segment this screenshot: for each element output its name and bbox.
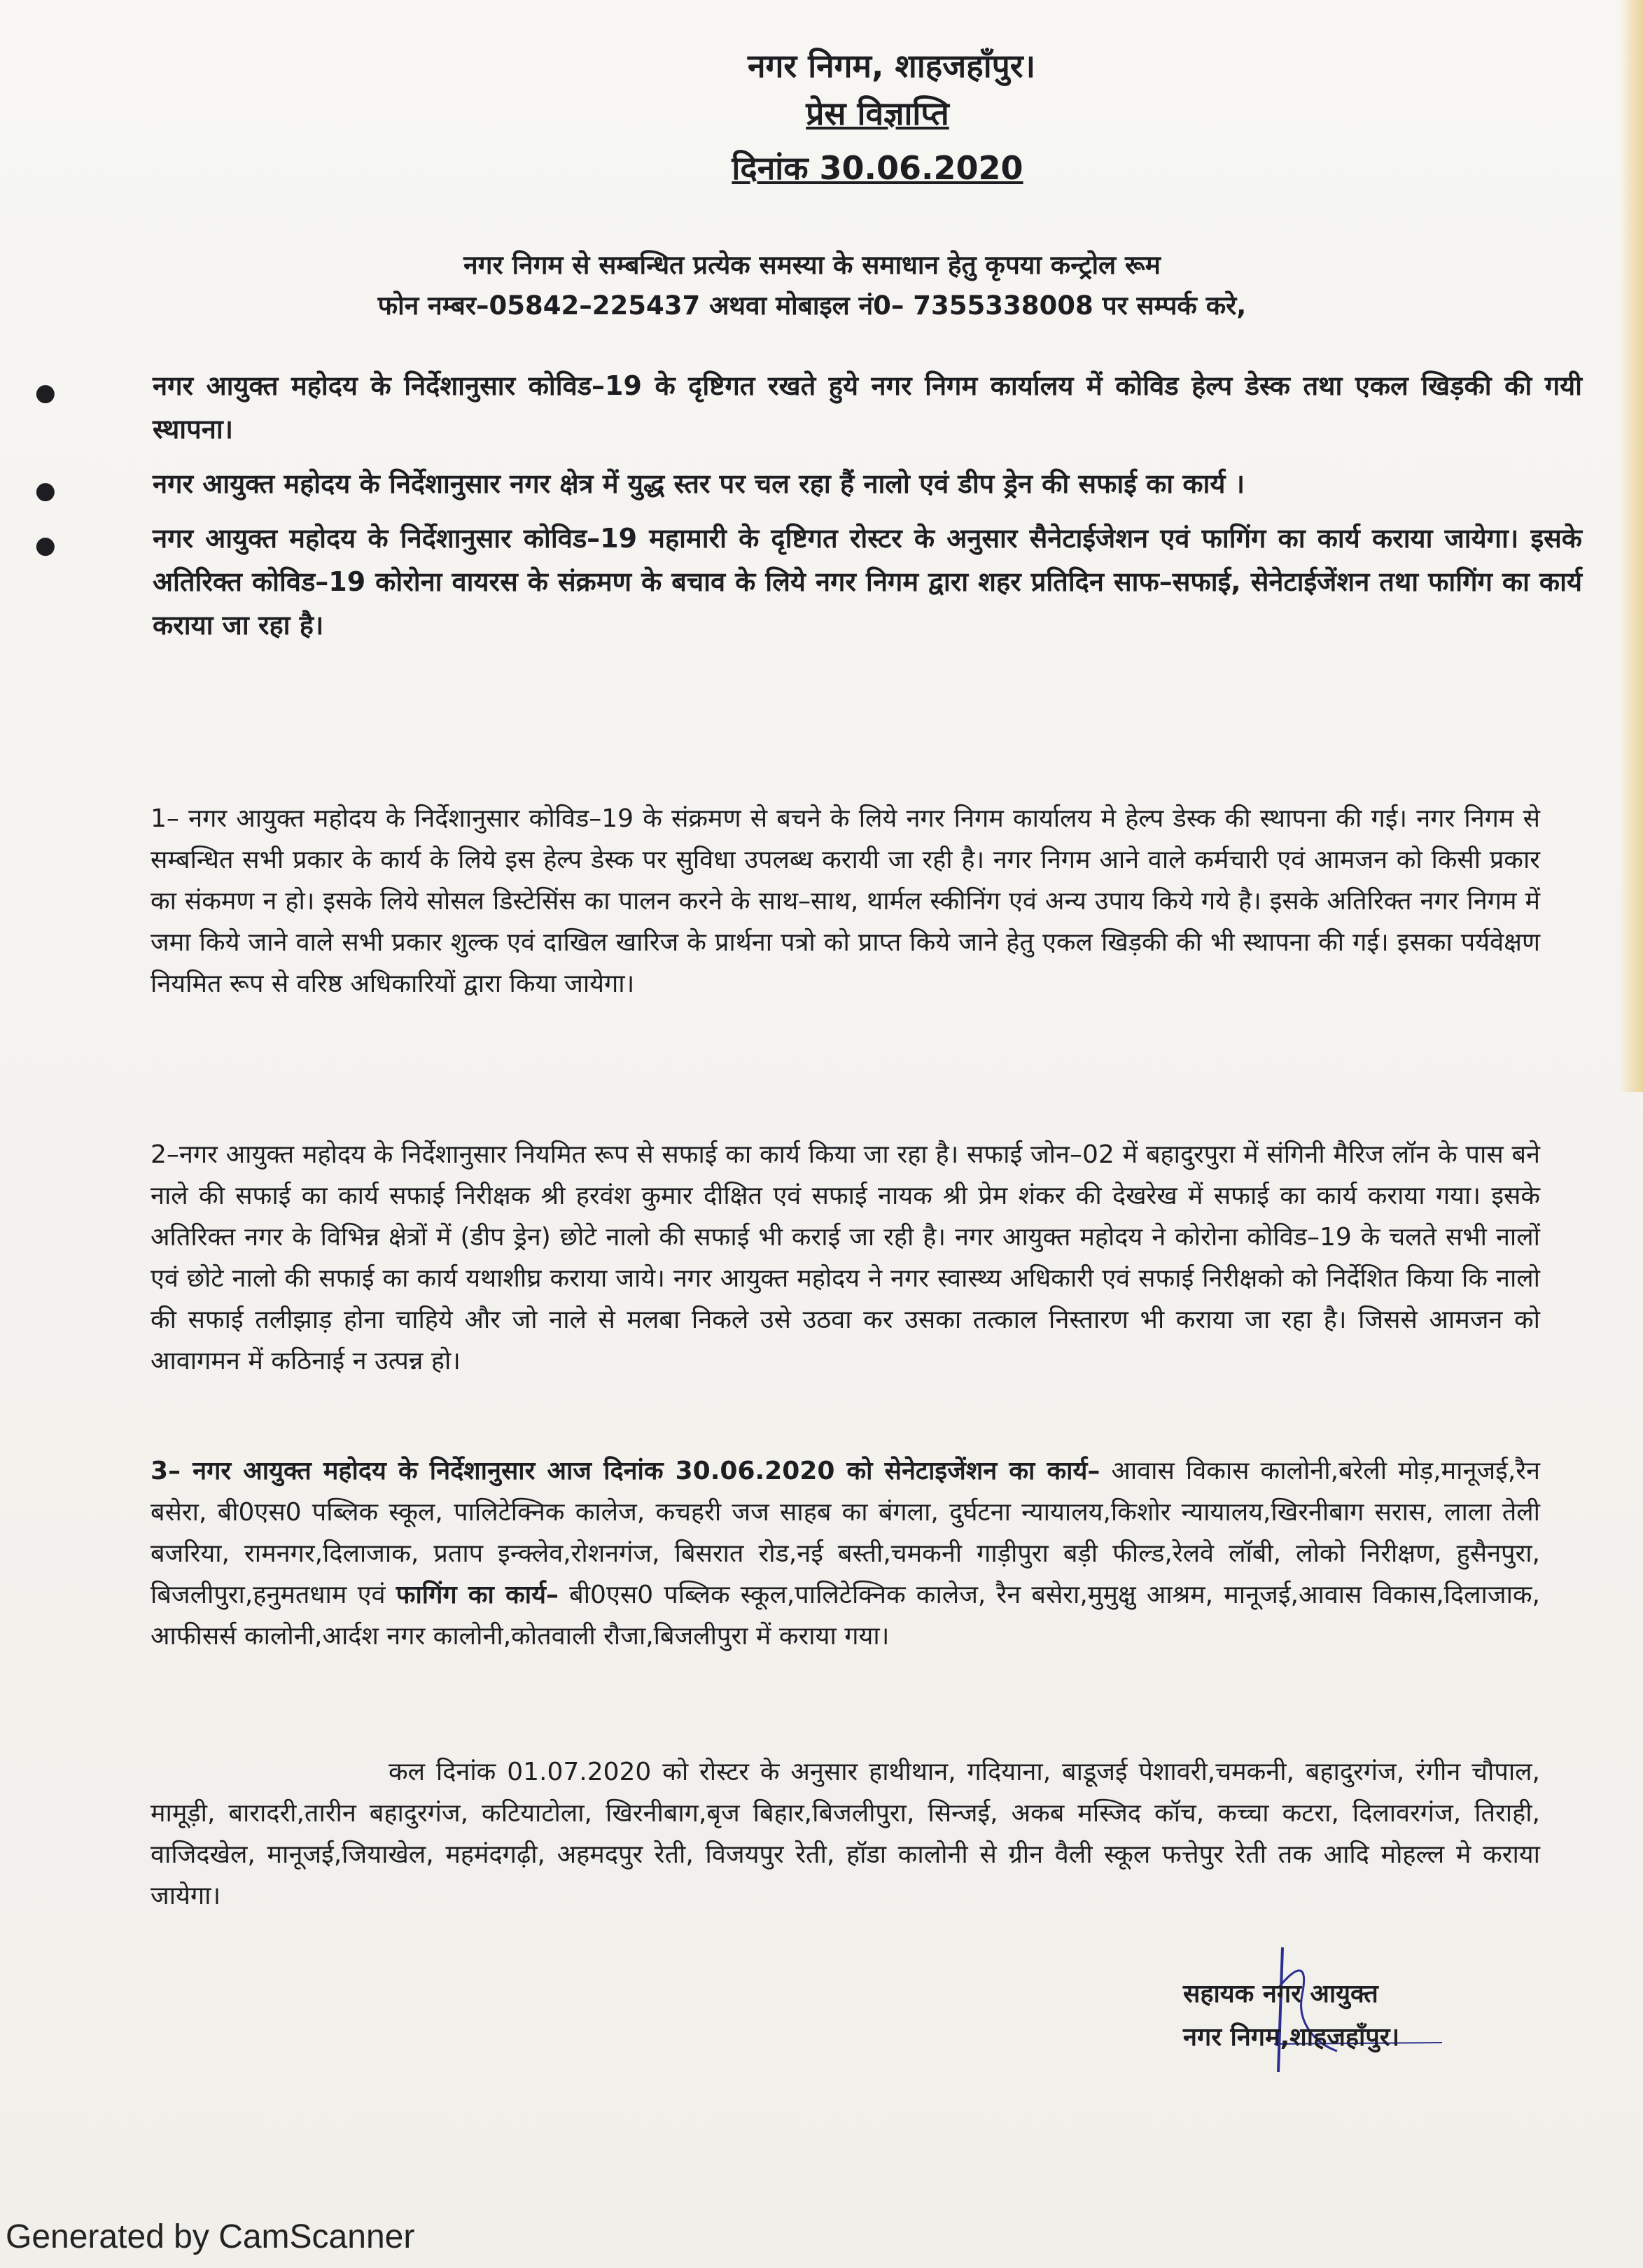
signatory-office: नगर निगम,शाहजहाँपुर। (1183, 2023, 1400, 2052)
roster-text: कल दिनांक 01.07.2020 को रोस्टर के अनुसार हाथीथान, गदियाना, बाडूजई पेशावरी,चमकनी, बहादुरगंज, रंगीन चौपाल, मामूड़ी, बारादरी,तारीन बहादुरगंज, कटियाटोला, खिरनीबाग,बृज बिहार,बिजलीपुरा, सिन्जई, अकब मस्जिद कॉच, कच्चा कटरा, दिलावरगंज, तिराही, वाजिदखेल, मानूजई,जियाखेल, महमंदगढ़ी, अहमदपुर रेती, विजयपुर रेती, हॉडा कालोनी से ग्रीन वैली स्कूल फत्तेपुर रेती तक आदि मोहल्ल मे कराया जायेगा। (151, 1758, 1540, 1910)
paragraph-drain-cleaning: 2–नगर आयुक्त महोदय के निर्देशानुसार नियमित रूप से सफाई का कार्य किया जा रहा है। सफाई जोन–02 में बहादुरपुरा में संगिनी मैरिज लॉन के पास बने नाले की सफाई का कार्य सफाई निरीक्षक श्री हरवंश कुमार दीक्षित एवं सफाई नायक श्री प्रेम शंकर की देखरेख में सफाई का कार्य कराया गया। इसके अतिरिक्त नगर के विभिन्न क्षेत्रों में (डीप ड्रेन) छोटे नालो की सफाई भी कराई जा रही है। नगर आयुक्त महोदय ने कोरोना कोविड–19 के चलते सभी नालों एवं छोटे नालो की सफाई का कार्य यथाशीघ्र कराया जाये। नगर आयुक्त महोदय ने नगर स्वास्थ्य अधिकारी एवं सफाई निरीक्षको को निर्देशित किया कि नालो की सफाई तलीझाड़ होना चाहिये और जो नाले से मलबा निकले उसे उठवा कर उसका तत्काल निस्तारण भी कराया जा रहा है। जिससे आमजन को आवागमन में कठिनाई न उत्पन्न हो। (151, 1140, 1540, 1376)
bullet-icon: ● (35, 531, 56, 559)
bullet-icon: ● (35, 477, 56, 505)
release-date: दिनांक 30.06.2020 (732, 149, 1023, 187)
office-name: नगर निगम, शाहजहाँपुर। (747, 47, 1036, 85)
paragraph-sanitization (151, 1450, 1540, 1657)
fogging-areas: बी0एस0 पब्लिक स्कूल,पालिटेक्निक कालेज, रैन बसेरा,मुमुक्षु आश्रम, मानूजई,आवास विकास,दिलाजाक, आफीसर्स कालोनी,आर्दश नगर कालोनी,कोतवाली रौजा,बिजलीपुरा में कराया गया। (151, 1581, 1540, 1651)
bullet-text: नगर आयुक्त महोदय के निर्देशानुसार कोविड–19 महामारी के दृष्टिगत रोस्टर के अनुसार सैनेटाईजेशन एवं फागिंग का कार्य कराया जायेगा। इसके अतिरिक्त कोविड–19 कोरोना वायरस के संक्रमण के बचाव के लिये नगर निगम द्वारा शहर प्रतिदिन साफ–सफाई, सेनेटाईजेंशन तथा फागिंग का कार्य कराया जा रहा है। (153, 523, 1582, 640)
list-item (28, 517, 1582, 647)
signature-block (1183, 1973, 1399, 2059)
sanitization-lead: 3– नगर आयुक्त महोदय के निर्देशानुसार आज दिनांक 30.06.2020 को सेनेटाइजेंशन का कार्य– (151, 1457, 1100, 1485)
signatory-title: सहायक नगर आयुक्त (1183, 1980, 1378, 2008)
bullet-icon: ● (35, 379, 56, 407)
sanitization-areas: आवास विकास कालोनी,बरेली मोड़,मानूजई,रैन बसेरा, बी0एस0 पब्लिक स्कूल, पालिटेक्निक कालेज, कचहरी जज साहब का बंगला, दुर्घटना न्यायालय,किशोर न्यायालय,खिरनीबाग सरास, लाला तेली बजरिया, रामनगर,दिलाजाक, प्रताप इन्क्लेव,रोशनगंज, बिसरात रोड,नई बस्ती,चमकनी गाड़ीपुरा बड़ी फील्ड,रेलवे लॉबी, लोको निरीक्षण, हुसैनपुरा, बिजलीपुरा,हनुमतधाम एवं (151, 1457, 1540, 1609)
bullet-text: नगर आयुक्त महोदय के निर्देशानुसार कोविड–19 के दृष्टिगत रखते हुये नगर निगम कार्यालय में कोविड हेल्प डेस्क तथा एकल खिड़की की गयी स्थापना। (153, 370, 1582, 444)
highlights-list (28, 364, 1582, 658)
contact-line-1: नगर निगम से सम्बन्धित प्रत्येक समस्या के समाधान हेतु कृपया कन्ट्रोल रूम (463, 250, 1161, 280)
fogging-label: फागिंग का कार्य– (396, 1581, 559, 1609)
bullet-text: नगर आयुक्त महोदय के निर्देशानुसार नगर क्षेत्र में युद्ध स्तर पर चल रहा हैं नालो एवं डीप ड्रेन की सफाई का कार्य । (153, 468, 1245, 499)
contact-line-2: फोन नम्बर–05842–225437 अथवा मोबाइल नं0– 7355338008 पर सम्पर्क करे, (377, 290, 1247, 321)
contact-notice (231, 245, 1393, 326)
paragraph-roster (151, 1751, 1540, 1917)
scanner-watermark: Generated by CamScanner (6, 2218, 415, 2255)
list-item (28, 462, 1582, 505)
list-item (28, 364, 1582, 451)
press-release-title: प्रेस विज्ञाप्ति (806, 94, 949, 132)
paragraph-help-desk: 1– नगर आयुक्त महोदय के निर्देशानुसार कोविड–19 के संक्रमण से बचने के लिये नगर निगम कार्यालय मे हेल्प डेस्क की स्थापना की गई। नगर निगम से सम्बन्धित सभी प्रकार के कार्य के लिये इस हेल्प डेस्क पर सुविधा उपलब्ध करायी जा रही है। नगर निगम आने वाले कर्मचारी एवं आमजन को किसी प्रकार का संकमण न हो। इसके लिये सोसल डिस्टेसिंस का पालन करने के साथ–साथ, थार्मल स्कीनिंग एवं अन्य उपाय किये गये है। इसके अतिरिक्त नगर निगम में जमा किये जाने वाले सभी प्रकार शुल्क एवं दाखिल खारिज के प्रार्थना पत्रो को प्राप्त किये जाने हेतु एकल खिड़की की भी स्थापना की गई। इसका पर्यवेक्षण नियमित रूप से वरिष्ठ अधिकारियों द्वारा किया जायेगा। (151, 804, 1540, 998)
